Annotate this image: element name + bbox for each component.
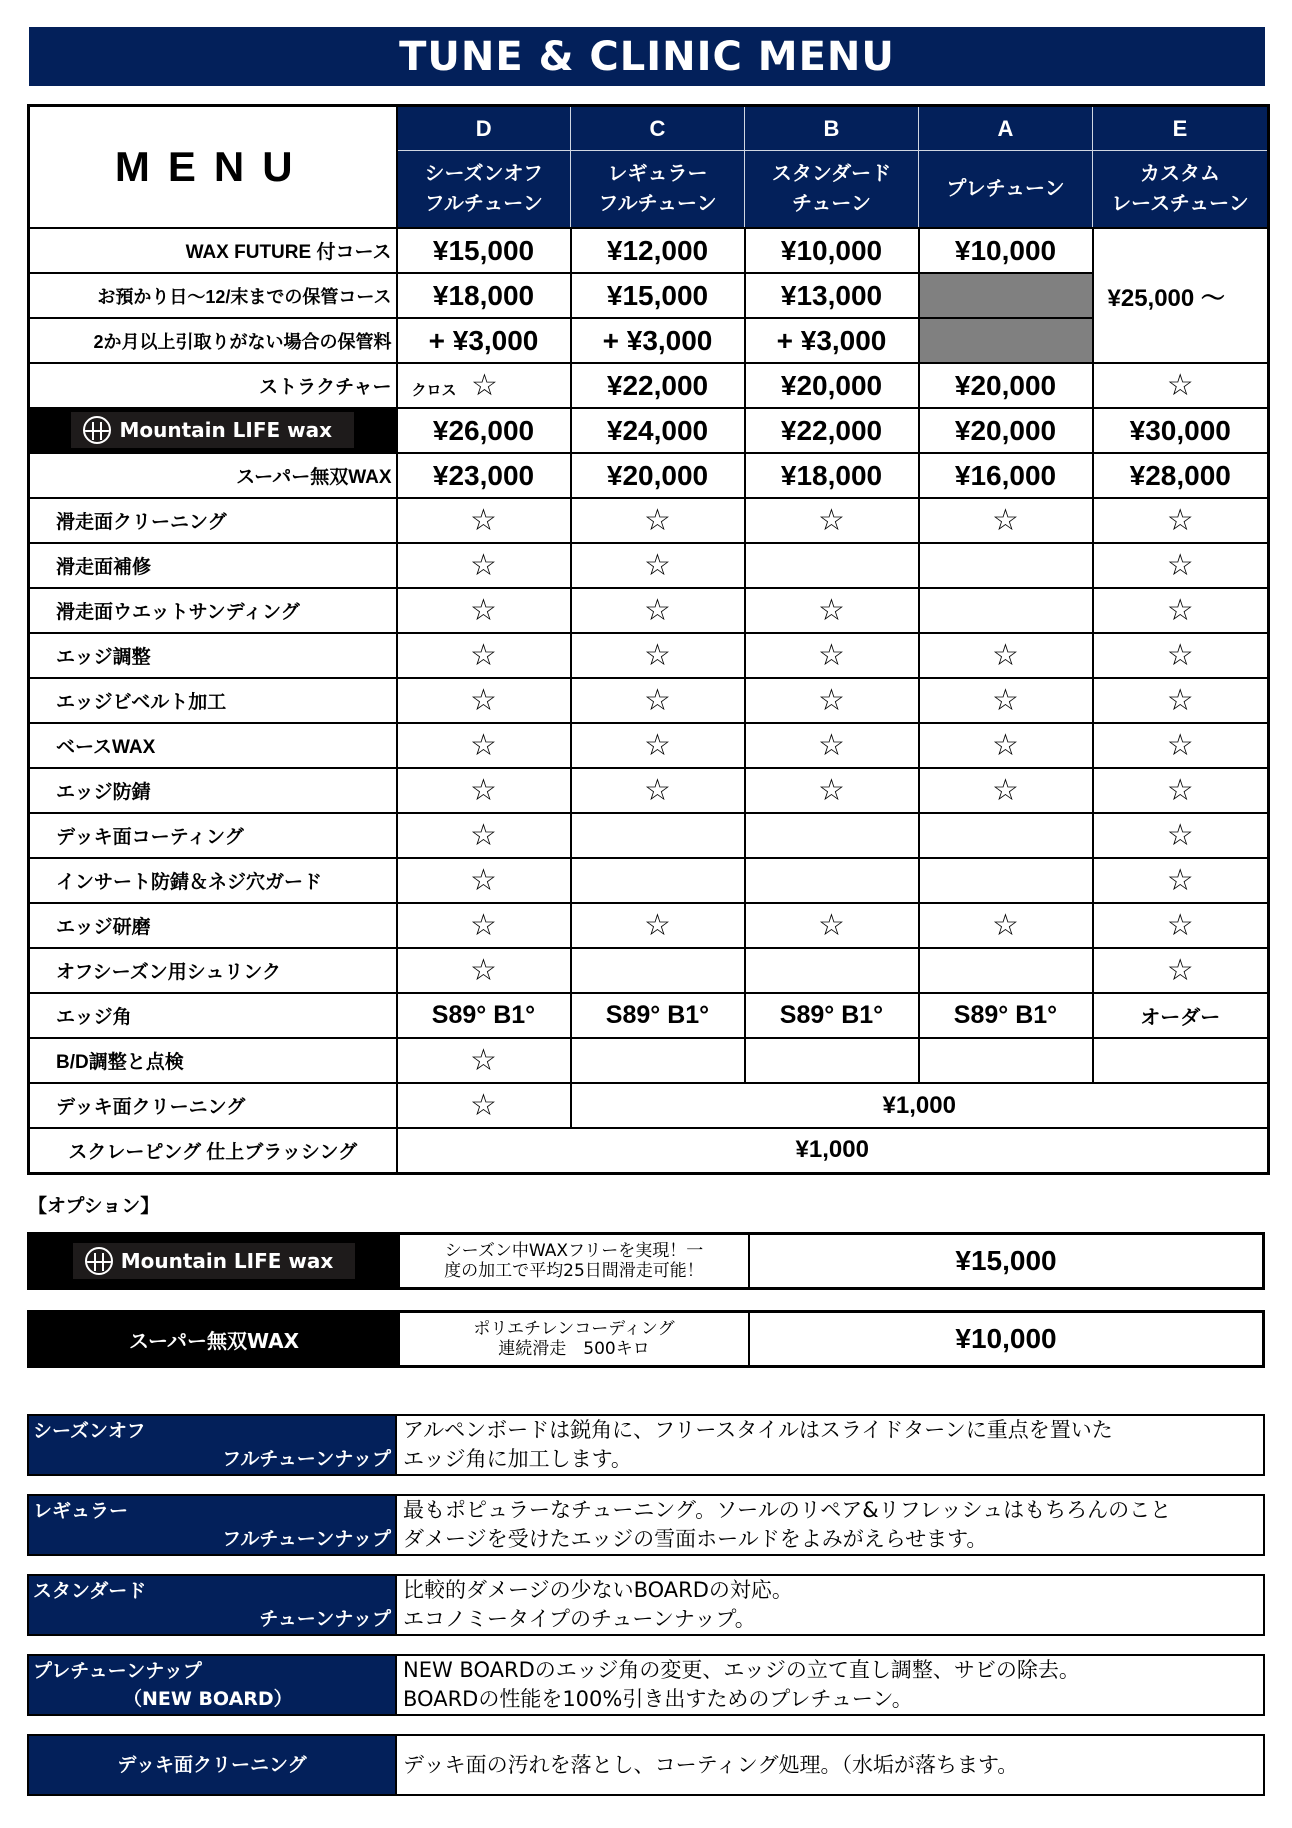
empty-cell (745, 948, 919, 993)
star-icon: ☆ (919, 723, 1093, 768)
table-row (29, 363, 1269, 408)
mountain-life-wave-icon (85, 1247, 113, 1275)
feature-rows (29, 498, 1269, 1083)
name-line: デッキ面クリーニング (117, 1754, 307, 1776)
value-cell: S89° B1° (745, 993, 919, 1038)
table-row (29, 408, 1269, 453)
grade-name-line: レギュラー (607, 163, 708, 185)
grade-name-line: カスタム (1140, 163, 1220, 185)
star-icon: ☆ (397, 588, 571, 633)
empty-cell (571, 813, 745, 858)
star-icon: ☆ (571, 543, 745, 588)
row-label: オフシーズン用シュリンク (29, 948, 397, 993)
star-icon: ☆ (397, 723, 571, 768)
text-line: エッジ角に加工します。 (403, 1447, 632, 1471)
table-row (29, 1083, 1269, 1128)
empty-cell (745, 543, 919, 588)
mountain-life-logo (71, 412, 354, 448)
table-row (29, 633, 1269, 678)
table-row (29, 813, 1269, 858)
description-row (27, 1494, 1265, 1556)
structure-cell-D (397, 363, 571, 408)
unavailable-cell (919, 273, 1093, 318)
star-icon: ☆ (745, 498, 919, 543)
star-icon: ☆ (1093, 678, 1269, 723)
option-price: ¥10,000 (750, 1313, 1262, 1365)
price-cell: ¥18,000 (745, 453, 919, 498)
row-label: スーパー無双WAX (29, 453, 397, 498)
star-icon: ☆ (397, 1038, 571, 1083)
description-line: シーズン中WAXフリーを実現！一 (444, 1241, 704, 1261)
price-cell: ¥22,000 (571, 363, 745, 408)
option-item (27, 1310, 1265, 1368)
star-icon: ☆ (745, 678, 919, 723)
star-icon: ☆ (397, 858, 571, 903)
grade-name-line: スタンダード (771, 163, 892, 185)
grade-code-A: A (919, 106, 1093, 151)
star-icon: ☆ (571, 903, 745, 948)
menu-header: MENU (29, 106, 397, 229)
grade-name-line: フルチューン (424, 193, 543, 215)
star-icon: ☆ (397, 633, 571, 678)
page-title: TUNE & CLINIC MENU (29, 27, 1265, 86)
option-name-cell (30, 1235, 398, 1287)
row-label: ストラクチャー (29, 363, 397, 408)
text-line: ダメージを受けたエッジの雪面ホールドをよみがえらせます。 (403, 1527, 988, 1551)
star-icon: ☆ (571, 768, 745, 813)
name-line: （NEW BOARD） (123, 1688, 293, 1710)
grade-code-B: B (745, 106, 919, 151)
row-label: エッジ調整 (29, 633, 397, 678)
mountain-life-logo (73, 1243, 356, 1279)
table-row (29, 1038, 1269, 1083)
grade-name-line: フルチューン (598, 193, 717, 215)
empty-cell (919, 1038, 1093, 1083)
table-row (29, 273, 1269, 318)
star-icon: ☆ (1093, 768, 1269, 813)
table-row (29, 993, 1269, 1038)
star-icon: ☆ (919, 678, 1093, 723)
empty-cell (571, 948, 745, 993)
star-icon: ☆ (397, 543, 571, 588)
description-name (29, 1416, 395, 1474)
row-label: エッジ角 (29, 993, 397, 1038)
price-cell: ¥15,000 (571, 273, 745, 318)
grade-name-line: レースチューン (1111, 193, 1249, 215)
name-line: プレチューンナップ (33, 1660, 202, 1682)
price-cell: + ¥3,000 (397, 318, 571, 363)
price-cell: ¥12,000 (571, 228, 745, 273)
price-cell: ¥24,000 (571, 408, 745, 453)
grade-name-A (919, 151, 1093, 229)
empty-cell (919, 588, 1093, 633)
price-cell: ¥23,000 (397, 453, 571, 498)
text-line: NEW BOARDのエッジ角の変更、エッジの立て直し調整、サビの除去。 (403, 1658, 1080, 1682)
description-name (29, 1656, 395, 1714)
empty-cell (919, 858, 1093, 903)
value-cell: S89° B1° (571, 993, 745, 1038)
row-label: インサート防錆＆ネジ穴ガード (29, 858, 397, 903)
empty-cell (571, 1038, 745, 1083)
price-cell-merged: ¥1,000 (571, 1083, 1269, 1128)
star-icon: ☆ (1093, 858, 1269, 903)
price-cell-E-merged: ¥25,000 ～ (1093, 228, 1269, 363)
table-row (29, 948, 1269, 993)
grade-code-C: C (571, 106, 745, 151)
option-name: スーパー無双WAX (128, 1328, 300, 1353)
empty-cell (919, 948, 1093, 993)
table-row (29, 543, 1269, 588)
description-text (395, 1416, 1263, 1474)
price-cell: ¥10,000 (745, 228, 919, 273)
description-name (29, 1736, 395, 1794)
description-row (27, 1734, 1265, 1796)
description-name (29, 1496, 395, 1554)
grade-name-line: プレチューン (946, 178, 1065, 200)
price-cell: ¥18,000 (397, 273, 571, 318)
table-row (29, 1128, 1269, 1173)
star-icon: ☆ (1093, 813, 1269, 858)
row-label: デッキ面クリーニング (29, 1083, 397, 1128)
description-row (27, 1574, 1265, 1636)
star-icon: ☆ (397, 903, 571, 948)
option-description (398, 1313, 750, 1365)
star-icon: ☆ (1093, 948, 1269, 993)
grade-name-line: シーズンオフ (424, 163, 543, 185)
row-label: ベースWAX (29, 723, 397, 768)
description-row (27, 1414, 1265, 1476)
price-cell: ¥15,000 (397, 228, 571, 273)
star-icon: ☆ (1093, 633, 1269, 678)
row-label: エッジ防錆 (29, 768, 397, 813)
option-price: ¥15,000 (750, 1235, 1262, 1287)
empty-cell (919, 813, 1093, 858)
row-label: B/D調整と点検 (29, 1038, 397, 1083)
star-icon: ☆ (745, 633, 919, 678)
description-line: ポリエチレンコーディング (473, 1319, 675, 1339)
price-cell-merged: ¥1,000 (397, 1128, 1269, 1173)
table-row (29, 678, 1269, 723)
name-line: フルチューンナップ (222, 1528, 391, 1550)
row-label: 滑走面補修 (29, 543, 397, 588)
description-text (395, 1656, 1263, 1714)
star-icon: ☆ (1093, 588, 1269, 633)
price-cell: ¥30,000 (1093, 408, 1269, 453)
unavailable-cell (919, 318, 1093, 363)
text-line: 比較的ダメージの少ないBOARDの対応。 (403, 1578, 793, 1602)
empty-cell (571, 858, 745, 903)
text-line: 最もポピュラーなチューニング。ソールのリペア&リフレッシュはもちろんのこと (403, 1498, 1172, 1522)
price-cell: ¥20,000 (571, 453, 745, 498)
table-row (29, 228, 1269, 273)
star-icon: ☆ (397, 498, 571, 543)
star-icon: ☆ (745, 768, 919, 813)
row-label: デッキ面コーティング (29, 813, 397, 858)
price-cell: ¥16,000 (919, 453, 1093, 498)
star-icon: ☆ (745, 723, 919, 768)
table-row (29, 903, 1269, 948)
row-label: エッジビベルト加工 (29, 678, 397, 723)
star-icon: ☆ (571, 678, 745, 723)
price-cell: ¥20,000 (919, 408, 1093, 453)
table-row (29, 498, 1269, 543)
mountain-life-wave-icon (83, 416, 111, 444)
row-label: エッジ研磨 (29, 903, 397, 948)
table-row (29, 858, 1269, 903)
empty-cell (919, 543, 1093, 588)
price-cell: ¥10,000 (919, 228, 1093, 273)
text-line: デッキ面の汚れを落とし、コーティング処理。（水垢が落ちます。 (403, 1752, 1019, 1777)
star-icon: ☆ (745, 588, 919, 633)
table-row (29, 453, 1269, 498)
value-cell: S89° B1° (397, 993, 571, 1038)
price-cell: ¥22,000 (745, 408, 919, 453)
option-name: Mountain LIFE wax (120, 1249, 334, 1273)
star-icon: ☆ (919, 498, 1093, 543)
price-cell: ¥28,000 (1093, 453, 1269, 498)
star-icon: ☆ (571, 498, 745, 543)
name-line: レギュラー (33, 1500, 129, 1522)
cross-text: クロス (411, 380, 457, 399)
text-line: アルペンボードは鋭角に、フリースタイルはスライドターンに重点を置いた (403, 1418, 1113, 1442)
row-label: スクレーピング 仕上ブラッシング (29, 1128, 397, 1173)
star-icon: ☆ (919, 768, 1093, 813)
text-line: エコノミータイプのチューンナップ。 (403, 1607, 756, 1631)
empty-cell (745, 813, 919, 858)
value-cell: S89° B1° (919, 993, 1093, 1038)
price-cell: + ¥3,000 (745, 318, 919, 363)
empty-cell (1093, 1038, 1269, 1083)
grade-code-D: D (397, 106, 571, 151)
grade-name-E (1093, 151, 1269, 229)
star-icon: ☆ (1093, 363, 1269, 408)
tune-menu-table (27, 104, 1270, 1175)
price-cell: ¥20,000 (919, 363, 1093, 408)
row-label: WAX FUTURE 付コース (29, 228, 397, 273)
price-cell: ¥26,000 (397, 408, 571, 453)
table-row (29, 318, 1269, 363)
star-icon: ☆ (745, 903, 919, 948)
star-icon: ☆ (1093, 498, 1269, 543)
grade-name-D (397, 151, 571, 229)
description-text (395, 1496, 1263, 1554)
star-icon: ☆ (919, 903, 1093, 948)
description-name (29, 1576, 395, 1634)
mountain-life-logo-cell (29, 408, 397, 453)
option-item (27, 1232, 1265, 1290)
star-icon: ☆ (397, 1083, 571, 1128)
description-row (27, 1654, 1265, 1716)
row-label: 滑走面クリーニング (29, 498, 397, 543)
star-icon: ☆ (571, 588, 745, 633)
star-icon: ☆ (919, 633, 1093, 678)
price-cell: ¥20,000 (745, 363, 919, 408)
star-icon: ☆ (470, 367, 498, 403)
text-line: BOARDの性能を100%引き出すためのプレチューン。 (403, 1687, 913, 1711)
row-label: 滑走面ウエットサンディング (29, 588, 397, 633)
description-text (395, 1576, 1263, 1634)
name-line: シーズンオフ (33, 1420, 146, 1442)
star-icon: ☆ (1093, 543, 1269, 588)
value-cell: オーダー (1093, 993, 1269, 1038)
star-icon: ☆ (1093, 903, 1269, 948)
star-icon: ☆ (397, 768, 571, 813)
description-text (395, 1736, 1263, 1794)
options-heading: 【オプション】 (28, 1195, 160, 1217)
option-description (398, 1235, 750, 1287)
description-line: 連続滑走 500キロ (498, 1339, 650, 1359)
table-row (29, 768, 1269, 813)
name-line: フルチューンナップ (222, 1448, 391, 1470)
star-icon: ☆ (571, 723, 745, 768)
row-label: 2か月以上引取りがない場合の保管料 (29, 318, 397, 363)
empty-cell (745, 858, 919, 903)
star-icon: ☆ (1093, 723, 1269, 768)
star-icon: ☆ (397, 678, 571, 723)
name-line: チューンナップ (259, 1608, 391, 1630)
star-icon: ☆ (571, 633, 745, 678)
description-line: 度の加工で平均25日間滑走可能！ (444, 1261, 704, 1281)
table-row (29, 588, 1269, 633)
grade-name-B (745, 151, 919, 229)
logo-text: Mountain LIFE wax (119, 418, 333, 442)
star-icon: ☆ (397, 813, 571, 858)
empty-cell (745, 1038, 919, 1083)
price-cell: ¥13,000 (745, 273, 919, 318)
grade-name-line: チューン (792, 193, 871, 215)
star-icon: ☆ (397, 948, 571, 993)
table-row (29, 723, 1269, 768)
grade-name-C (571, 151, 745, 229)
price-cell: + ¥3,000 (571, 318, 745, 363)
name-line: スタンダード (33, 1580, 147, 1602)
grade-code-E: E (1093, 106, 1269, 151)
row-label: お預かり日～12/末までの保管コース (29, 273, 397, 318)
